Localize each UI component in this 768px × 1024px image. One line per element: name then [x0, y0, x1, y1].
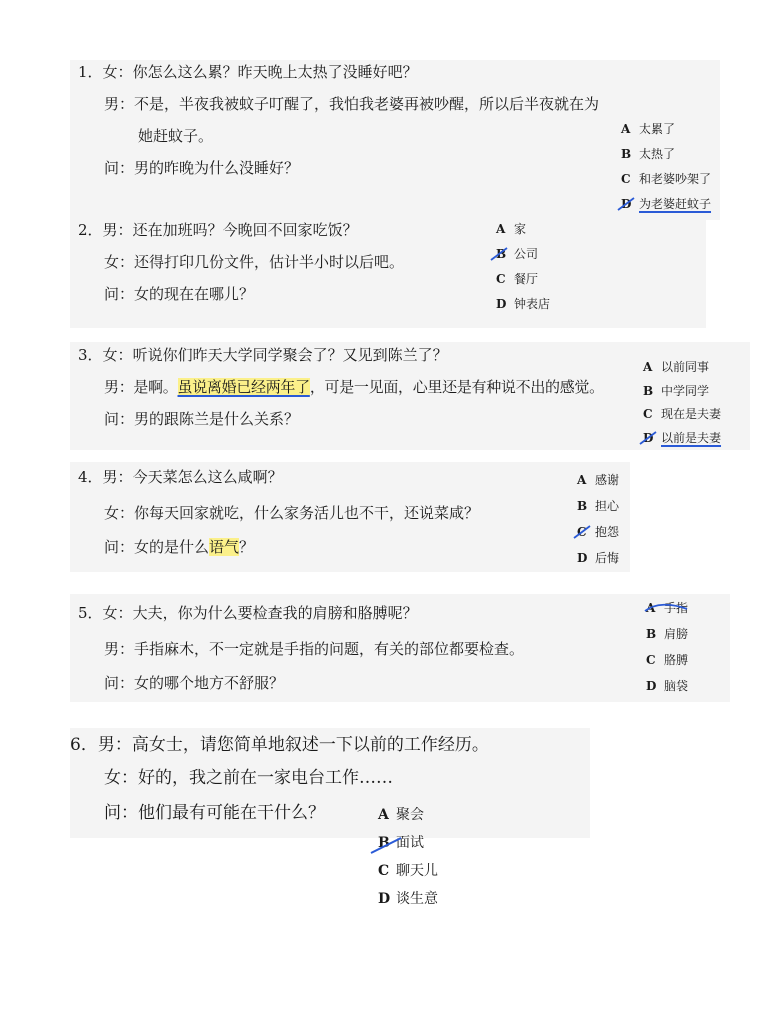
question-3-line-3 [104, 409, 299, 429]
speaker: 女： [104, 504, 135, 522]
option-a [643, 359, 709, 375]
question-number: 4． [78, 468, 103, 486]
option-letter: C [643, 407, 653, 421]
option-letter: B [646, 627, 657, 641]
option-a [496, 221, 526, 237]
question-number: 3． [78, 346, 103, 364]
option-letter: C [378, 863, 390, 879]
dialog-text: 女的哪个地方不舒服？ [134, 674, 285, 692]
checkmark-icon [616, 196, 636, 212]
option-text: 为老婆赶蚊子 [639, 197, 712, 211]
option-text: 脑袋 [664, 679, 689, 693]
option-c [643, 406, 721, 422]
dialog-text: 女的现在在哪儿？ [134, 285, 255, 303]
speaker: 男： [97, 735, 132, 755]
option-letter: B [496, 247, 507, 261]
question-1-line-3 [138, 126, 213, 146]
question-4-line-2 [104, 503, 479, 523]
question-number: 2． [78, 221, 103, 239]
speaker: 问： [104, 410, 135, 428]
dialog-text: 高女士，请您简单地叙述一下以前的工作经历。 [131, 735, 489, 755]
question-6-line-3 [104, 803, 325, 823]
highlighted-text: 虽说离婚已经两年了 [177, 378, 310, 396]
option-letter: A [577, 473, 587, 487]
speaker: 问： [104, 803, 138, 823]
dialog-text: ？ [239, 538, 255, 556]
speaker: 女： [102, 63, 133, 81]
dialog-text: 还得打印几份文件，估计半小时以后吧。 [134, 253, 405, 271]
question-4-line-3 [104, 537, 254, 557]
option-c [646, 652, 688, 668]
option-text: 和老婆吵架了 [639, 172, 712, 186]
option-a [621, 121, 675, 137]
dialog-text: 女的是什么 [134, 538, 210, 556]
option-b [646, 626, 688, 642]
option-letter: D [378, 891, 391, 907]
option-b [643, 383, 709, 399]
option-text: 家 [514, 222, 527, 236]
option-text: 以前是夫妻 [661, 431, 722, 445]
option-d [646, 678, 688, 694]
option-b [577, 498, 619, 514]
option-letter: C [577, 525, 587, 539]
question-1-line-4 [104, 158, 299, 178]
speaker: 男： [104, 95, 135, 113]
option-text: 太累了 [639, 122, 676, 136]
dialog-text: 今天菜怎么这么咸啊？ [132, 468, 283, 486]
speaker: 男： [102, 468, 133, 486]
option-b [621, 146, 675, 162]
option-d [378, 891, 438, 907]
option-letter: B [378, 835, 390, 851]
option-c [496, 271, 538, 287]
dialog-text: 她赶蚊子。 [138, 127, 214, 145]
dialog-text: 男的跟陈兰是什么关系？ [134, 410, 300, 428]
dialog-text: 大夫，你为什么要检查我的肩膀和胳膊呢？ [132, 604, 418, 622]
option-letter: D [577, 551, 588, 565]
speaker: 男： [104, 378, 134, 396]
option-letter: A [646, 601, 656, 615]
question-2-line-1 [78, 220, 358, 240]
question-5-line-3 [104, 673, 284, 693]
option-letter: C [646, 653, 656, 667]
speaker: 女： [104, 253, 135, 271]
checkmark-icon [638, 430, 658, 446]
option-text: 后悔 [595, 551, 620, 565]
option-text: 聊天儿 [396, 863, 438, 879]
option-text: 中学同学 [661, 384, 710, 398]
option-text: 以前同事 [661, 360, 710, 374]
question-1-line-2 [104, 94, 599, 114]
option-text: 面试 [396, 835, 424, 851]
question-number: 1． [78, 63, 103, 81]
checkmark-icon [572, 524, 592, 540]
option-c [621, 171, 711, 187]
question-5-line-2 [104, 639, 524, 659]
option-d [496, 296, 550, 312]
dialog-text: 还在加班吗？今晚回不回家吃饭？ [132, 221, 358, 239]
speaker: 男： [104, 640, 135, 658]
option-text: 谈生意 [396, 891, 438, 907]
option-text: 手指 [664, 601, 689, 615]
speaker: 问： [104, 538, 135, 556]
question-1-line-1 [78, 62, 418, 82]
option-a [378, 807, 424, 823]
option-text: 太热了 [639, 147, 676, 161]
dialog-text: 手指麻木，不一定就是手指的问题，有关的部位都要检查。 [134, 640, 525, 658]
option-letter: B [643, 384, 654, 398]
option-letter: A [378, 807, 389, 823]
option-text: 餐厅 [514, 272, 539, 286]
option-text: 担心 [595, 499, 620, 513]
question-2-line-2 [104, 252, 404, 272]
dialog-text: 你每天回家就吃，什么家务活儿也不干，还说菜咸？ [134, 504, 480, 522]
checkmark-icon [368, 835, 404, 855]
option-letter: B [577, 499, 588, 513]
option-d [577, 550, 619, 566]
speaker: 女： [104, 768, 138, 788]
option-letter: D [643, 431, 654, 445]
option-c [378, 863, 438, 879]
checkmark-icon [489, 246, 509, 262]
option-text: 抱怨 [595, 525, 620, 539]
dialog-text: 你怎么这么累？昨天晚上太热了没睡好吧？ [132, 63, 418, 81]
question-5-line-1 [78, 603, 418, 623]
speaker: 男： [102, 221, 133, 239]
speaker: 问： [104, 285, 135, 303]
option-letter: D [621, 197, 632, 211]
speaker: 女： [102, 346, 133, 364]
highlighted-text: 语气 [209, 538, 240, 556]
question-3-line-2 [104, 377, 604, 397]
speaker: 问： [104, 674, 135, 692]
option-letter: C [621, 172, 631, 186]
option-text: 感谢 [595, 473, 620, 487]
option-text: 公司 [514, 247, 539, 261]
question-4-line-1 [78, 467, 283, 487]
question-3-line-1 [78, 345, 448, 365]
dialog-text: ，可是一见面，心里还是有种说不出的感觉。 [309, 378, 604, 396]
question-number: 6． [70, 735, 98, 755]
option-text: 聚会 [396, 807, 424, 823]
option-text: 肩膀 [664, 627, 689, 641]
dialog-text: 他们最有可能在干什么？ [138, 803, 325, 823]
question-6-line-2 [104, 768, 393, 788]
option-a [577, 472, 619, 488]
question-6-line-1 [70, 735, 489, 755]
option-letter: B [621, 147, 632, 161]
speaker: 问： [104, 159, 135, 177]
option-letter: A [621, 122, 631, 136]
option-text: 胳膊 [664, 653, 689, 667]
option-text: 钟表店 [514, 297, 551, 311]
speaker: 女： [102, 604, 133, 622]
dialog-text: 好的，我之前在一家电台工作…… [138, 768, 393, 788]
dialog-text: 不是，半夜我被蚊子叮醒了，我怕我老婆再被吵醒，所以后半夜就在为 [134, 95, 600, 113]
option-letter: A [643, 360, 653, 374]
option-text: 现在是夫妻 [661, 407, 722, 421]
question-2-line-3 [104, 284, 254, 304]
dialog-text: 是啊。 [133, 378, 178, 396]
dialog-text: 男的昨晚为什么没睡好？ [134, 159, 300, 177]
question-number: 5． [78, 604, 103, 622]
option-letter: A [496, 222, 506, 236]
option-letter: C [496, 272, 506, 286]
option-letter: D [496, 297, 507, 311]
dialog-text: 听说你们昨天大学同学聚会了？又见到陈兰了？ [132, 346, 448, 364]
option-letter: D [646, 679, 657, 693]
checkmark-icon [641, 599, 691, 615]
